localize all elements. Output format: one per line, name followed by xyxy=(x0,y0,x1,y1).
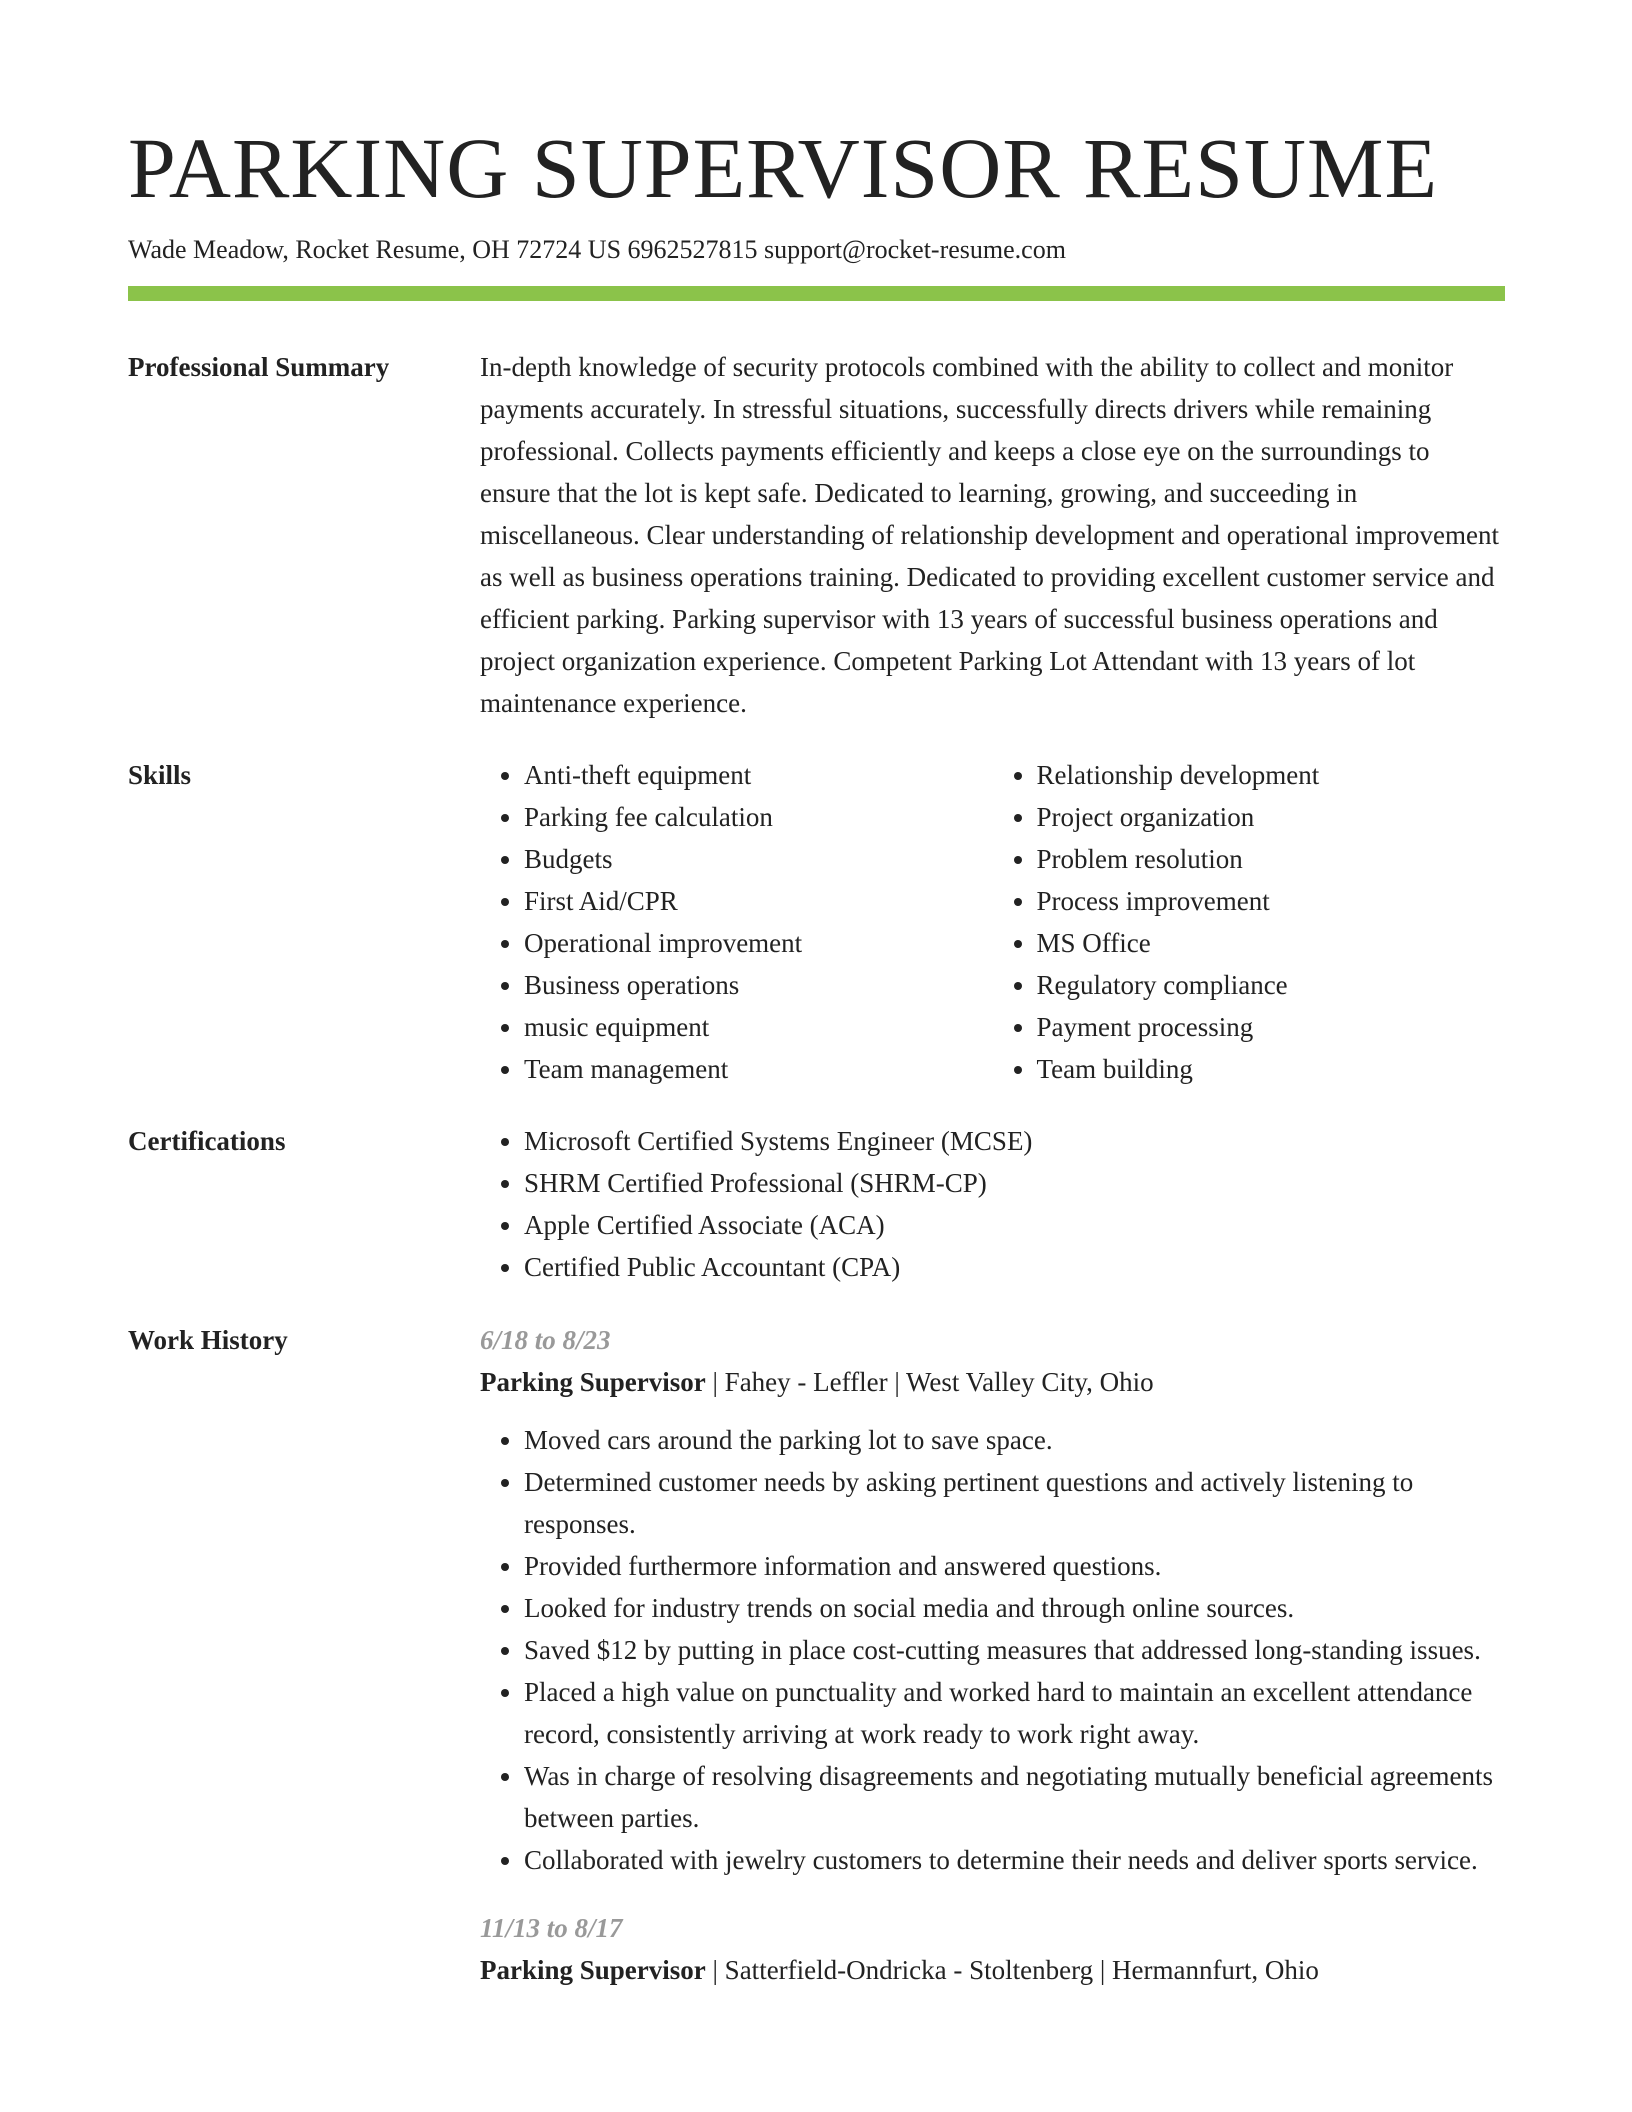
contact-line: Wade Meadow, Rocket Resume, OH 72724 US 6962527815 support@rocket-resume.com xyxy=(128,235,1066,264)
job-dates: 6/18 to 8/23 xyxy=(480,1325,611,1355)
skill-item: • Anti-theft equipment xyxy=(524,754,993,796)
section-label-work-history: Work History xyxy=(128,1325,288,1355)
skill-item: • music equipment xyxy=(524,1006,993,1048)
job-entry xyxy=(480,1319,1505,1881)
job-bullet: • Moved cars around the parking lot to save space. xyxy=(524,1419,1505,1461)
skill-item: • Project organization xyxy=(1037,796,1506,838)
skill-item: • Process improvement xyxy=(1037,880,1506,922)
resume-title: PARKING SUPERVISOR RESUME xyxy=(128,120,1439,216)
skill-item: • Problem resolution xyxy=(1037,838,1506,880)
skill-item: • MS Office xyxy=(1037,922,1506,964)
skills-list-right xyxy=(993,754,1506,1090)
skill-item: • Operational improvement xyxy=(524,922,993,964)
skill-item: • Parking fee calculation xyxy=(524,796,993,838)
job-company-location: | Fahey - Leffler | West Valley City, Ohio xyxy=(705,1367,1154,1397)
section-label-certifications: Certifications xyxy=(128,1126,286,1156)
skill-item: • First Aid/CPR xyxy=(524,880,993,922)
section-label-summary: Professional Summary xyxy=(128,352,390,382)
skill-item: • Payment processing xyxy=(1037,1006,1506,1048)
section-label-skills: Skills xyxy=(128,760,192,790)
skill-item: • Regulatory compliance xyxy=(1037,964,1506,1006)
skills-list-left xyxy=(480,754,993,1090)
skill-item: • Budgets xyxy=(524,838,993,880)
job-bullet: • Determined customer needs by asking pertinent questions and actively listening to responses. xyxy=(524,1461,1505,1545)
job-title: Parking Supervisor xyxy=(480,1367,706,1397)
skill-item: • Business operations xyxy=(524,964,993,1006)
job-dates: 11/13 to 8/17 xyxy=(480,1913,623,1943)
certification-item: • Certified Public Accountant (CPA) xyxy=(524,1246,1505,1288)
job-bullet: • Saved $12 by putting in place cost-cutting measures that addressed long-standing issues. xyxy=(524,1629,1505,1671)
job-responsibilities xyxy=(480,1419,1505,1881)
job-entry xyxy=(480,1907,1505,1991)
job-title: Parking Supervisor xyxy=(480,1955,706,1985)
skill-item: • Team management xyxy=(524,1048,993,1090)
job-bullet: • Looked for industry trends on social media and through online sources. xyxy=(524,1587,1505,1629)
job-company-location: | Satterfield-Ondricka - Stoltenberg | Hermannfurt, Ohio xyxy=(705,1955,1319,1985)
job-bullet: • Collaborated with jewelry customers to determine their needs and deliver sports service. xyxy=(524,1839,1505,1881)
job-heading xyxy=(480,1949,1505,1991)
job-bullet: • Provided furthermore information and answered questions. xyxy=(524,1545,1505,1587)
skill-item: • Relationship development xyxy=(1037,754,1506,796)
summary-text: In-depth knowledge of security protocols combined with the ability to collect and monitor payments accurately. In stressful situations, successfully directs drivers while remaining professional. Collects payments efficiently and keeps a close eye on the surroundings to ensure that the lot is kept safe. Dedicated to learning, growing, and succeeding in miscellaneous. Clear understanding of relationship development and operational improvement as well as business operations training. Dedicated to providing excellent customer service and efficient parking. Parking supervisor with 13 years of successful business operations and project organization experience. Competent Parking Lot Attendant with 13 years of lot maintenance experience. xyxy=(480,352,1499,718)
header-divider xyxy=(128,286,1505,301)
skill-item: • Team building xyxy=(1037,1048,1506,1090)
certifications-list xyxy=(480,1120,1505,1288)
job-heading xyxy=(480,1361,1505,1403)
certification-item: • Microsoft Certified Systems Engineer (MCSE) xyxy=(524,1120,1505,1162)
job-bullet: • Placed a high value on punctuality and worked hard to maintain an excellent attendance record, consistently arriving at work ready to work right away. xyxy=(524,1671,1505,1755)
certification-item: • SHRM Certified Professional (SHRM-CP) xyxy=(524,1162,1505,1204)
job-bullet: • Was in charge of resolving disagreements and negotiating mutually beneficial agreements between parties. xyxy=(524,1755,1505,1839)
certification-item: • Apple Certified Associate (ACA) xyxy=(524,1204,1505,1246)
